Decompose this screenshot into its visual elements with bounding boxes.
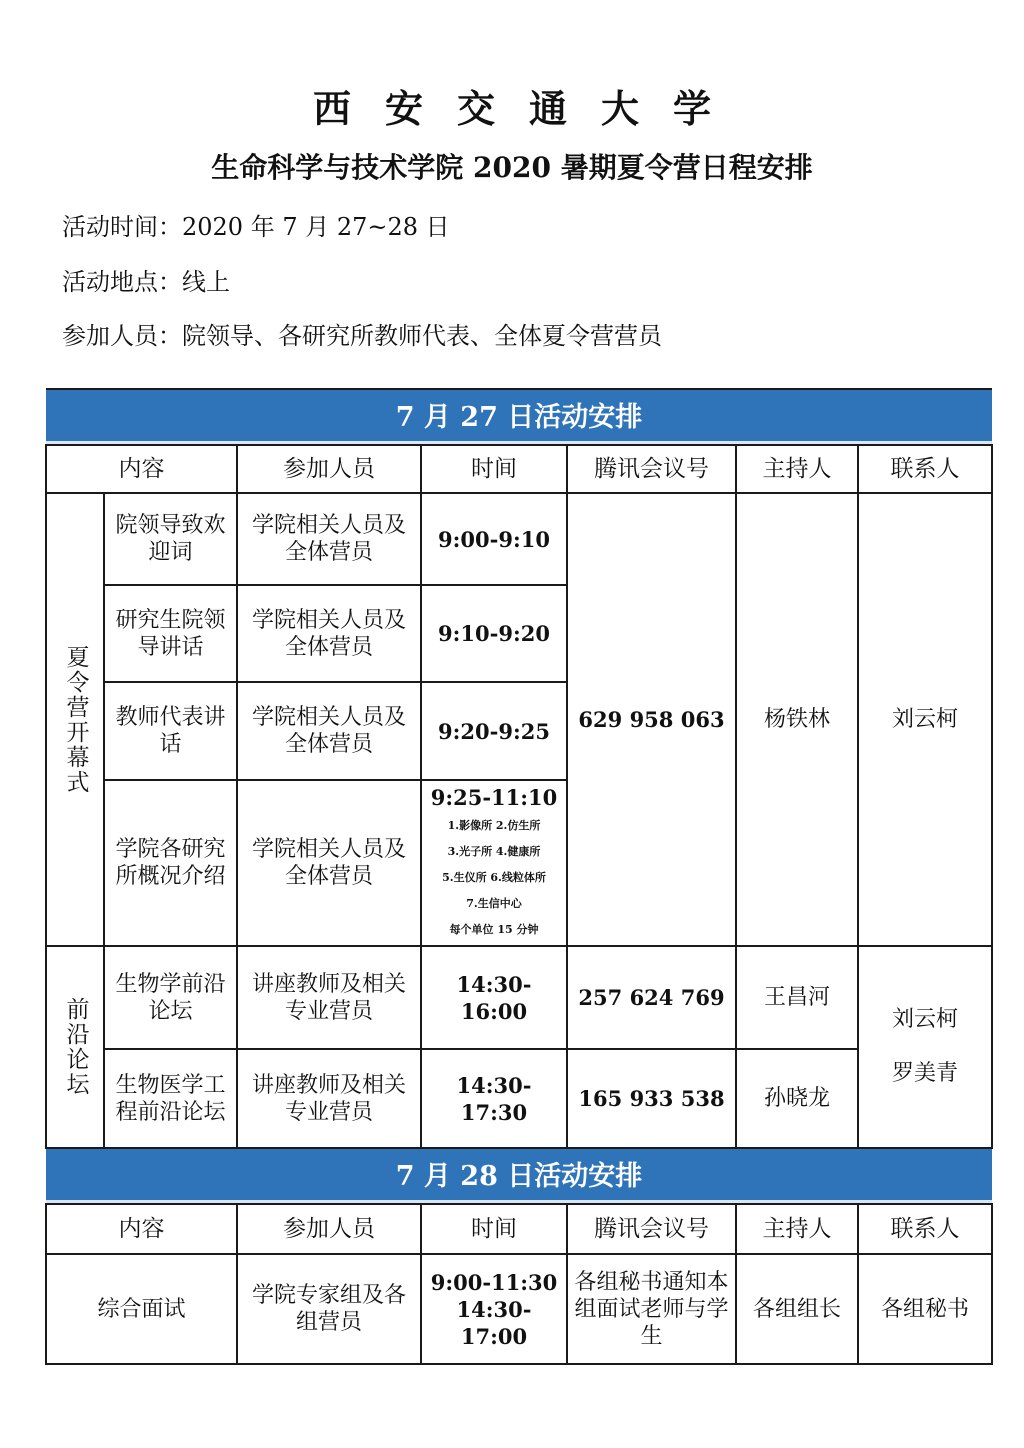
meeting-id-opening: 629 958 063 [567,493,736,946]
activity-participants: 参加人员：院领导、各研究所教师代表、全体夏令营营员 [62,322,662,350]
activity-time: 活动时间：2020 年 7 月 27~28 日 [62,213,450,241]
header-contact: 联系人 [858,445,992,493]
header-host: 主持人 [736,445,858,493]
group-label-forum [46,946,104,1148]
row-time [421,1254,567,1364]
contact-name: 刘云柯 [891,1007,958,1032]
row-time: 9:10-9:20 [421,585,567,682]
table-row [46,946,992,1049]
host-opening: 杨铁林 [736,493,858,946]
row-time: 9:00-9:10 [421,493,567,585]
time-afternoon: 14:30-17:00 [456,1296,532,1349]
contact-opening: 刘云柯 [858,493,992,946]
row-participants: 学院相关人员及全体营员 [237,585,421,682]
institute-note: 1.影像所 2.仿生所 [447,819,541,832]
group-label-opening [46,493,104,946]
header-meeting-id: 腾讯会议号 [567,1204,736,1254]
day2-banner: 7 月 28 日活动安排 [46,1148,992,1204]
row-content: 教师代表讲话 [104,682,237,780]
time-morning: 9:00-11:30 [430,1269,558,1295]
header-content: 内容 [46,445,237,493]
row-time: 9:20-9:25 [421,682,567,780]
row-participants: 学院专家组及各组营员 [237,1254,421,1364]
institute-note: 7.生信中心 [466,897,522,910]
row-contact: 各组秘书 [858,1254,992,1364]
table-row [46,493,992,585]
row-time: 14:30-17:30 [421,1049,567,1148]
row-host: 各组组长 [736,1254,858,1364]
header-time: 时间 [421,445,567,493]
header-content: 内容 [46,1204,237,1254]
row-content: 综合面试 [46,1254,237,1364]
activity-place: 活动地点：线上 [62,268,230,296]
row-time: 14:30-16:00 [421,946,567,1049]
row-meeting-id: 257 624 769 [567,946,736,1049]
row-content: 院领导致欢迎词 [104,493,237,585]
table-row [46,1049,992,1148]
group-label-text: 夏令营开幕式 [62,644,89,795]
institute-note: 每个单位 15 分钟 [449,923,539,936]
schedule-table [45,388,993,1365]
header-host: 主持人 [736,1204,858,1254]
row-participants: 学院相关人员及全体营员 [237,780,421,946]
document-title: 西安交通大学 [312,86,745,131]
table-row [46,1254,992,1364]
row-meeting-id: 165 933 538 [567,1049,736,1148]
header-participants: 参加人员 [237,445,421,493]
row-participants: 学院相关人员及全体营员 [237,682,421,780]
institute-note: 5.生仪所 6.线粒体所 [442,871,546,884]
row-participants: 讲座教师及相关专业营员 [237,1049,421,1148]
contact-forum [858,946,992,1148]
row-content: 生物医学工程前沿论坛 [104,1049,237,1148]
row-participants: 讲座教师及相关专业营员 [237,946,421,1049]
row-content: 生物学前沿论坛 [104,946,237,1049]
header-contact: 联系人 [858,1204,992,1254]
institute-note: 3.光子所 4.健康所 [447,845,541,858]
row-participants: 学院相关人员及全体营员 [237,493,421,585]
document-subtitle: 生命科学与技术学院 2020 暑期夏令营日程安排 [211,151,813,184]
day1-banner: 7 月 27 日活动安排 [46,389,992,445]
contact-name: 罗美青 [891,1061,958,1086]
row-content: 研究生院领导讲话 [104,585,237,682]
header-participants: 参加人员 [237,1204,421,1254]
row-time-with-notes [421,780,567,946]
header-time: 时间 [421,1204,567,1254]
row-host: 王昌河 [736,946,858,1049]
header-meeting-id: 腾讯会议号 [567,445,736,493]
row-meeting-id: 各组秘书通知本组面试老师与学生 [567,1254,736,1364]
row-host: 孙晓龙 [736,1049,858,1148]
row-time: 9:25-11:10 [430,785,558,810]
row-content: 学院各研究所概况介绍 [104,780,237,946]
group-label-text: 前沿论坛 [62,997,89,1097]
